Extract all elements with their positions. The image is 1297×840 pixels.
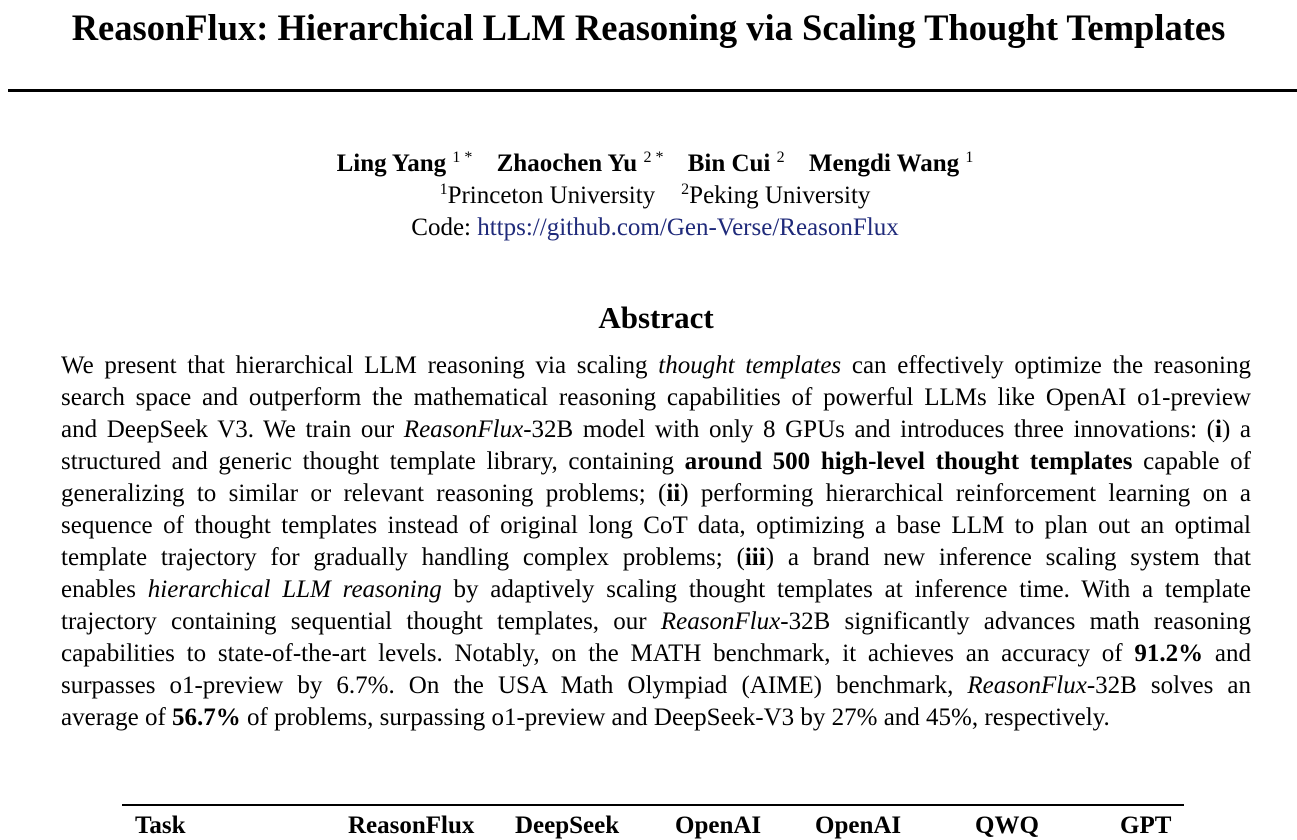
paper-title: ReasonFlux: Hierarchical LLM Reasoning via Scaling Thought Templates — [71, 7, 1226, 48]
abstract-line — [61, 382, 1251, 414]
affiliation-list — [0, 180, 1297, 212]
abstract-line — [61, 446, 1251, 478]
italic-text: ReasonFlux — [967, 672, 1087, 699]
abstract-body — [61, 350, 1251, 734]
abstract-line — [61, 606, 1251, 638]
abstract-text: structured and generic thought template library, containing — [61, 448, 685, 475]
author-name: Mengdi Wang — [808, 150, 960, 177]
abstract-line — [61, 510, 1251, 542]
abstract-text: enables — [61, 576, 148, 603]
abstract-line — [61, 478, 1251, 510]
table-header-cell: Task — [135, 812, 186, 839]
bold-text: i — [1215, 416, 1222, 443]
abstract-text: capable of — [1132, 448, 1251, 475]
table-top-rule — [122, 804, 1184, 806]
table-header-cell: GPT — [1120, 812, 1172, 839]
italic-text: hierarchical LLM reasoning — [147, 576, 442, 603]
author-list — [0, 148, 1297, 180]
abstract-text: We present that hierarchical LLM reasoning via scaling — [61, 352, 659, 379]
abstract-text: search space and outperform the mathematical reasoning capabilities of powerful LLMs like OpenAI o1-preview — [61, 384, 1251, 411]
code-link[interactable]: https://github.com/Gen-Verse/ReasonFlux — [477, 214, 899, 241]
affiliation-name: Peking University — [689, 182, 871, 209]
abstract-text: by adaptively scaling thought templates at inference time. With a template — [441, 576, 1251, 603]
bold-text: 56.7% — [172, 704, 241, 731]
table-header-cell: ReasonFlux — [348, 812, 475, 839]
code-label: Code: — [411, 214, 471, 241]
abstract-text: -32B model with only 8 GPUs and introduces three innovations: ( — [523, 416, 1216, 443]
author-affiliation-mark: 1 * — [452, 149, 473, 166]
abstract-line — [61, 702, 1251, 734]
abstract-heading: Abstract — [598, 300, 714, 335]
abstract-text: surpasses o1-preview by 6.7%. On the USA Math Olympiad (AIME) benchmark, — [61, 672, 968, 699]
abstract-line — [61, 670, 1251, 702]
author-name: Zhaochen Yu — [496, 150, 638, 177]
abstract-line — [61, 542, 1251, 574]
abstract-text: and DeepSeek V3. We train our — [61, 416, 404, 443]
italic-text: thought templates — [658, 352, 842, 379]
table-header-cell: OpenAI — [815, 812, 902, 839]
bold-text: 91.2% — [1134, 640, 1204, 667]
affiliation-name: Princeton University — [447, 182, 656, 209]
table-header-cell: QWQ — [975, 812, 1039, 839]
title-rule — [8, 89, 1297, 92]
abstract-line — [61, 414, 1251, 446]
author-name: Ling Yang — [336, 150, 447, 177]
abstract-text: template trajectory for gradually handling complex problems; ( — [61, 544, 745, 571]
abstract-text: can effectively optimize the reasoning — [841, 352, 1251, 379]
abstract-text: and — [1203, 640, 1251, 667]
abstract-text: ) a — [1221, 416, 1251, 443]
abstract-text: -32B solves an — [1086, 672, 1251, 699]
table-header-cell: DeepSeek — [515, 812, 620, 839]
abstract-text: sequence of thought templates instead of original long CoT data, optimizing a base LLM to plan out an optimal — [61, 512, 1251, 539]
abstract-text: -32B significantly advances math reasoning — [780, 608, 1251, 635]
affiliation-mark: 1 — [439, 181, 448, 198]
affiliation-mark: 2 — [681, 181, 690, 198]
abstract-line — [61, 350, 1251, 382]
abstract-line — [61, 574, 1251, 606]
bold-text: iii — [744, 544, 766, 571]
italic-text: ReasonFlux — [403, 416, 524, 443]
code-line — [0, 212, 1297, 244]
abstract-line — [61, 638, 1251, 670]
abstract-text: ) a brand new inference scaling system that — [765, 544, 1251, 571]
abstract-text: average of — [61, 704, 173, 731]
author-affiliation-mark: 2 * — [643, 149, 664, 166]
abstract-text: of problems, surpassing o1-preview and DeepSeek-V3 by 27% and 45%, respectively. — [240, 704, 1110, 731]
abstract-text: generalizing to similar or relevant reasoning problems; ( — [61, 480, 667, 507]
author-affiliation-mark: 2 — [776, 149, 785, 166]
table-header-cell: OpenAI — [675, 812, 762, 839]
table-header-row — [135, 812, 1185, 839]
author-affiliation-mark: 1 — [965, 149, 974, 166]
bold-text: ii — [666, 480, 681, 507]
abstract-text: trajectory containing sequential thought templates, our — [61, 608, 661, 635]
italic-text: ReasonFlux — [660, 608, 781, 635]
author-name: Bin Cui — [687, 150, 771, 177]
abstract-text: capabilities to state-of-the-art levels. Notably, on the MATH benchmark, it achieves an accuracy of — [61, 640, 1135, 667]
bold-text: around 500 high-level thought templates — [684, 448, 1133, 475]
abstract-text: ) performing hierarchical reinforcement learning on a — [680, 480, 1251, 507]
